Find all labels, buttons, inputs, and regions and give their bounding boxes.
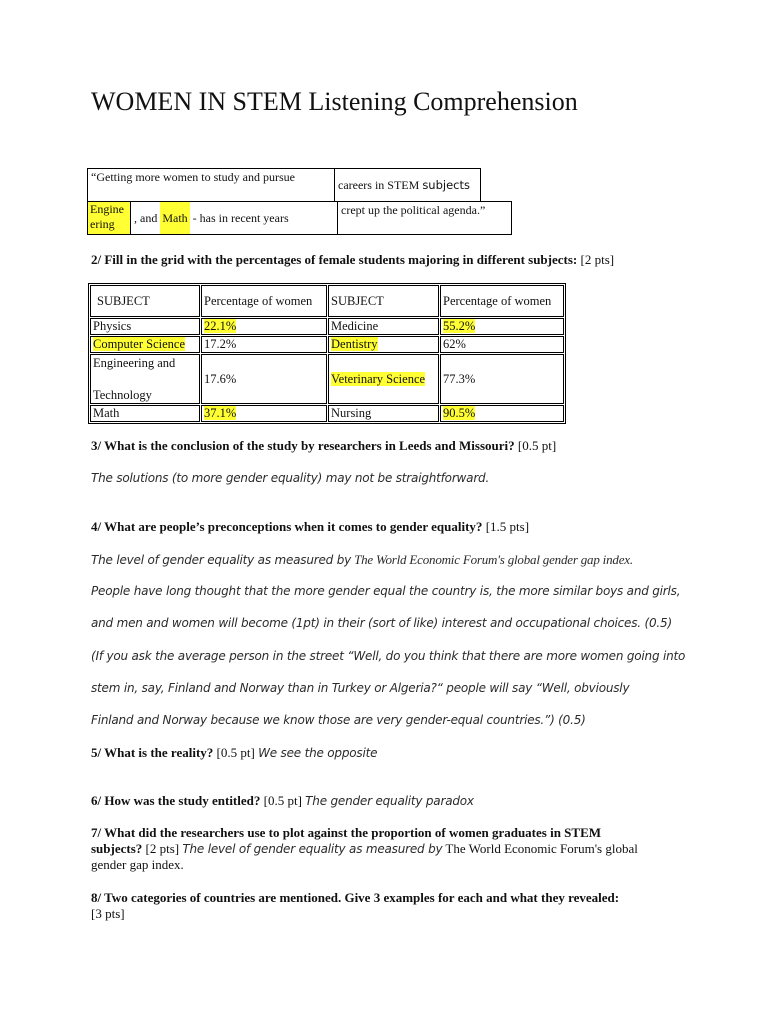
intro-cell (130, 201, 338, 235)
highlighted-answer: 90.5% (443, 406, 476, 420)
header-cell: SUBJECT (328, 285, 439, 317)
table-row (90, 336, 564, 353)
header-cell: SUBJECT (90, 285, 200, 317)
percent-cell (201, 318, 327, 335)
answer-text: The World Economic Forum's global (442, 841, 638, 856)
subject-cell (90, 354, 200, 404)
header-cell (440, 285, 564, 317)
subject-cell: Nursing (328, 405, 439, 422)
header-cell: Percentage of women (201, 285, 327, 317)
subject-cell: Math (90, 405, 200, 422)
subject-cell (328, 336, 439, 353)
highlighted-answer: 55.2% (443, 319, 476, 333)
points: [2 pts] (580, 252, 615, 267)
question-text: 4/ What are people’s preconceptions when it comes to gender equality? (91, 519, 483, 534)
answer-5: We see the opposite (258, 746, 378, 760)
highlighted-answer: 37.1% (204, 406, 237, 420)
highlighted-blank: Engineering (88, 202, 130, 234)
question-text: 5/ What is the reality? (91, 745, 214, 760)
answer-3: The solutions (to more gender equality) may not be straightforward. (91, 471, 490, 485)
answer-4-line: Finland and Norway because we know those are very gender-equal countries.”) (0.5) (91, 713, 586, 727)
question-8 (91, 890, 619, 906)
header-text: Percentage of women (443, 294, 552, 308)
answer-7: The level of gender equality as measured by (182, 842, 443, 856)
highlighted-answer: 22.1% (204, 319, 237, 333)
intro-cell (87, 201, 131, 235)
question-text: 3/ What is the conclusion of the study by researchers in Leeds and Missouri? (91, 438, 515, 453)
percent-cell: 17.2% (201, 336, 327, 353)
highlighted-answer: Dentistry (331, 337, 378, 351)
question-text: subjects? (91, 841, 143, 856)
question-text: 7/ What did the researchers use to plot against the proportion of women graduates in STEM (91, 825, 602, 840)
answer-text: The level of gender equality as measured by (91, 553, 352, 567)
subject-cell: Physics (90, 318, 200, 335)
question-7 (91, 825, 601, 841)
points: [0.5 pt] (216, 745, 255, 760)
percent-cell (440, 405, 564, 422)
answer-4-line: (If you ask the average person in the street “Well, do you think that there are more women going into (91, 649, 686, 663)
intro-text: subjects (422, 178, 470, 192)
subject-line: Engineering and (93, 356, 176, 370)
percent-cell (440, 318, 564, 335)
table-row (90, 405, 564, 422)
answer-4-line (91, 552, 633, 568)
table-row (90, 318, 564, 335)
points: [0.5 pt] (263, 793, 302, 808)
highlighted-answer: Veterinary Science (331, 371, 426, 386)
percent-cell: 77.3% (440, 354, 564, 404)
table-row (90, 354, 564, 404)
answer-4-line: People have long thought that the more gender equal the country is, the more similar boys and girls, (91, 584, 681, 598)
page-title: WOMEN IN STEM Listening Comprehension (91, 87, 578, 116)
answer-text: gender gap index. (91, 857, 184, 872)
points: [1.5 pts] (485, 519, 530, 534)
question-text: 8/ Two categories of countries are mentioned. Give 3 examples for each and what they revealed: (91, 890, 620, 905)
answer-7-cont (91, 857, 184, 873)
highlighted-answer: Computer Science (93, 337, 185, 351)
subject-cell (90, 336, 200, 353)
intro-text: , and (134, 211, 161, 225)
question-text: 6/ How was the study entitled? (91, 793, 261, 808)
answer-6: The gender equality paradox (305, 794, 474, 808)
intro-cell: “Getting more women to study and pursue (87, 168, 335, 202)
subject-cell: Medicine (328, 318, 439, 335)
answer-4-line: stem in, say, Finland and Norway than in Turkey or Algeria?“ people will say “Well, obviously (91, 681, 630, 695)
question-text: 2/ Fill in the grid with the percentages of female students majoring in different subjects: (91, 252, 578, 267)
question-6 (91, 793, 474, 809)
intro-cell (334, 168, 481, 202)
intro-cell: crept up the political agenda.” (337, 201, 512, 235)
subject-cell (328, 354, 439, 404)
points: [2 pts] (145, 841, 180, 856)
percent-cell (201, 405, 327, 422)
percent-cell: 17.6% (201, 354, 327, 404)
question-7-cont (91, 841, 638, 857)
answer-4-line: and men and women will become (1pt) in their (sort of like) interest and occupational choices. (0.5) (91, 616, 672, 630)
question-3 (91, 438, 556, 454)
subject-line: Technology (93, 388, 152, 402)
question-5 (91, 745, 377, 761)
intro-text: - has in recent years (189, 211, 289, 225)
question-4 (91, 519, 529, 535)
question-8-points: [3 pts] (91, 906, 125, 921)
intro-text: careers in STEM (338, 178, 420, 192)
percentages-grid (88, 283, 566, 424)
answer-text: The World Economic Forum's global gender gap index. (351, 552, 633, 567)
highlighted-blank: Math (160, 202, 189, 234)
table-row (90, 285, 564, 317)
question-2 (91, 252, 614, 268)
points: [0.5 pt] (517, 438, 557, 453)
percent-cell: 62% (440, 336, 564, 353)
